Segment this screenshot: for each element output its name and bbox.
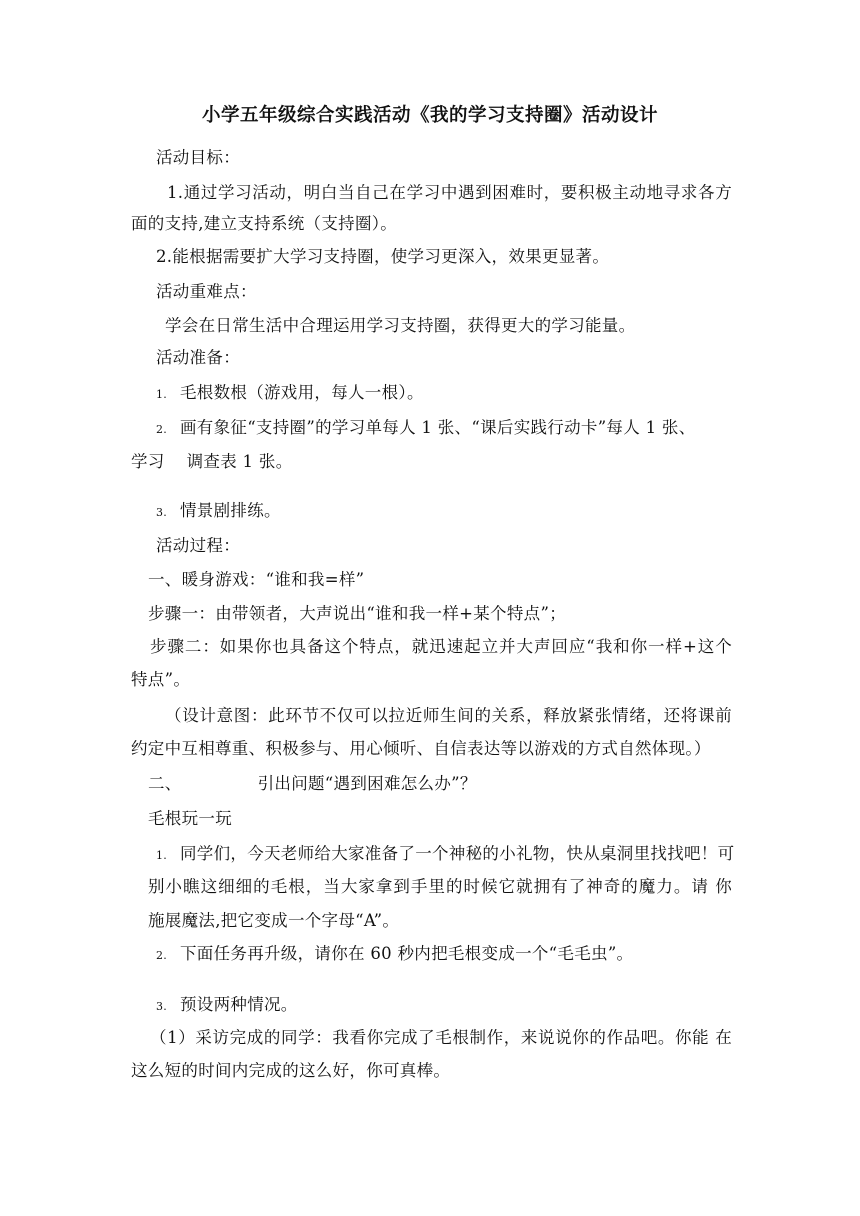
preparation-item-1-text: 毛根数根（游戏用，每人一根）。: [180, 383, 424, 402]
goals-heading: 活动目标：: [156, 148, 240, 167]
goal-1-line-1: 1.通过学习活动，明白当自己在学习中遇到困难时，要积极主动地寻求各方: [167, 183, 732, 202]
preparation-item-3-text: 情景剧排练。: [180, 501, 281, 520]
process-heading: 活动过程：: [156, 536, 240, 555]
goal-1-line-2: 面的支持,建立支持系统（支持圈）。: [131, 214, 398, 233]
part-2-number: 二、: [148, 774, 182, 793]
part-2-text: 引出问题“遇到困难怎么办”？: [257, 774, 477, 793]
design-intent-line-2: 约定中互相尊重、积极参与、用心倾听、自信表达等以游戏的方式自然体现。）: [131, 739, 711, 758]
play-item-1-line-1: [156, 844, 735, 866]
document-title: 小学五年级综合实践活动《我的学习支持圈》活动设计: [201, 105, 658, 126]
preparation-item-3: [156, 501, 281, 523]
play-item-1-line-2: 别小瞧这细细的毛根，当大家拿到手里的时候它就拥有了神奇的魔力。请 你: [148, 877, 732, 896]
part-2-heading: [148, 774, 477, 794]
preparation-item-3-number: 3.: [156, 506, 168, 519]
case-1-line-1: （1）采访完成的同学：我看你完成了毛根制作，来说说你的作品吧。你能 在: [150, 1028, 732, 1047]
play-item-2-text: 下面任务再升级，请你在 60 秒内把毛根变成一个“毛毛虫”。: [180, 944, 634, 963]
design-intent-line-1: （设计意图：此环节不仅可以拉近师生间的关系，释放紧张情绪，还将课前: [165, 706, 732, 725]
step-2-line-1: 步骤二：如果你也具备这个特点，就迅速起立并大声回应“我和你一样+这个: [150, 637, 732, 656]
step-1: 步骤一：由带领者，大声说出“谁和我一样+某个特点”；: [148, 604, 566, 623]
preparation-item-2-line-2-a: 学习: [131, 452, 165, 471]
goal-2: 2.能根据需要扩大学习支持圈，使学习更深入，效果更显著。: [156, 247, 610, 266]
preparation-item-2-line-2-b: 调查表 1 张。: [186, 452, 293, 471]
key-points-text: 学会在日常生活中合理运用学习支持圈，获得更大的学习能量。: [165, 316, 636, 335]
part-1-heading: 一、暖身游戏：“谁和我=样”: [148, 570, 365, 589]
play-item-3: [156, 995, 298, 1017]
play-item-1-line-3: 施展魔法,把它变成一个字母“A”。: [148, 911, 400, 930]
preparation-item-2-text: 画有象征“支持圈”的学习单每人 1 张、“课后实践行动卡”每人 1 张、: [180, 418, 696, 437]
play-item-2-number: 2.: [156, 949, 168, 962]
preparation-item-2-line-2: [131, 452, 293, 472]
play-item-1-text-line-1: 同学们，今天老师给大家准备了一个神秘的小礼物，快从桌洞里找找吧！可: [180, 844, 735, 863]
case-1-line-2: 这么短的时间内完成的这么好，你可真棒。: [131, 1061, 451, 1080]
preparation-item-2-number: 2.: [156, 423, 168, 436]
key-points-heading: 活动重难点：: [156, 282, 257, 301]
preparation-item-1: [156, 383, 424, 405]
step-2-line-2: 特点”。: [131, 670, 191, 689]
play-item-1-number: 1.: [156, 849, 168, 862]
preparation-item-2-line-1: [156, 418, 732, 440]
preparation-heading: 活动准备：: [156, 348, 240, 367]
play-item-2: [156, 944, 633, 966]
play-item-3-text: 预设两种情况。: [180, 995, 298, 1014]
play-item-3-number: 3.: [156, 1000, 168, 1013]
preparation-item-1-number: 1.: [156, 388, 168, 401]
play-heading: 毛根玩一玩: [148, 809, 232, 828]
